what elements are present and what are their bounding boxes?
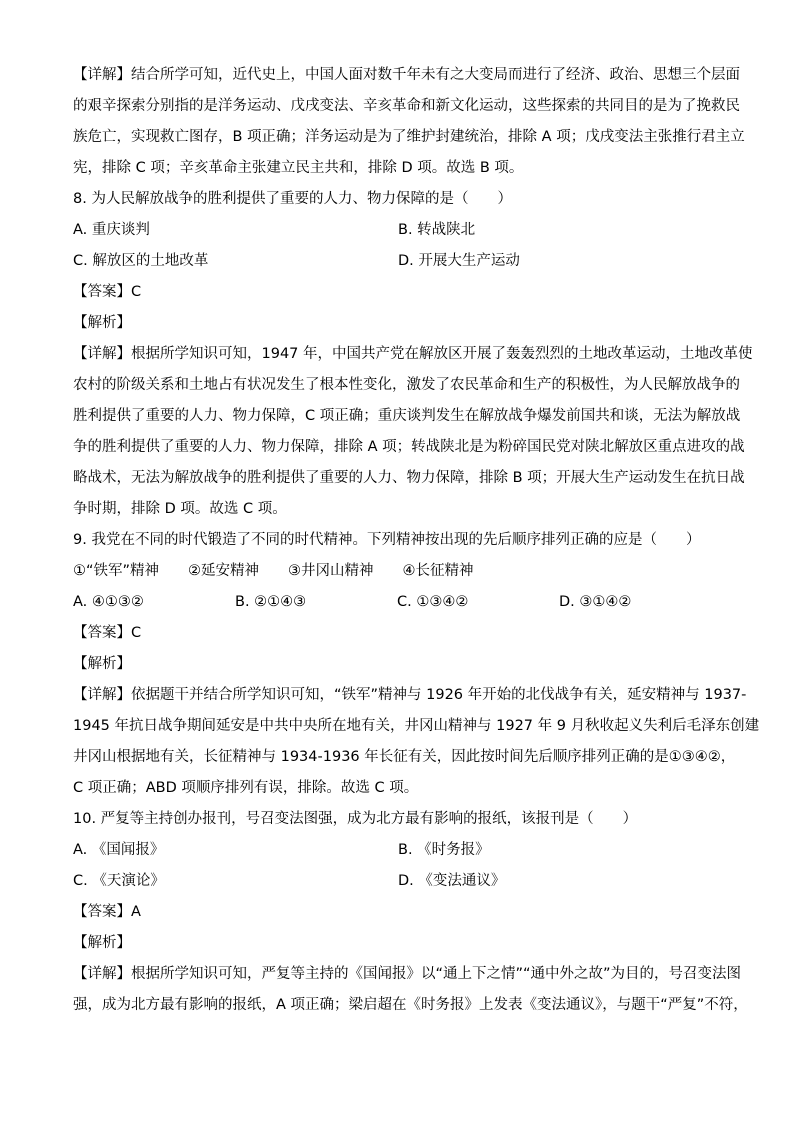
options-row (73, 215, 723, 246)
options-row (73, 866, 723, 897)
answer-label: 【答案】A (73, 904, 141, 920)
text-line: 【详解】依据题干并结合所学知识可知，“铁军”精神与 1926 年开始的北伐战争有关，延安精神与 1937- (73, 687, 747, 703)
intro-detail (73, 60, 745, 184)
document-page (73, 60, 760, 1021)
options-row (73, 835, 723, 866)
text-line: 井冈山根据地有关，长征精神与 1934-1936 年长征有关，因此按时间先后顺序排列正确的是①③④②， (73, 749, 736, 765)
answer-label: 【答案】C (73, 284, 142, 300)
text-line: 的艰辛探索分别指的是洋务运动、戊戌变法、辛亥革命和新文化运动，这些探索的共同目的是为了挽救民 (73, 98, 740, 114)
option-d: D. 《变法通议》 (398, 873, 506, 889)
text-line: 农村的阶级关系和土地占有状况发生了根本性变化，激发了农民革命和生产的积极性，为人民解放战争的 (73, 377, 740, 393)
option-a: A. ④①③② (73, 594, 144, 610)
question-stem: 9. 我党在不同的时代锻造了不同的时代精神。下列精神按出现的先后顺序排列正确的应是（ ） (73, 532, 701, 548)
question-stem: 10. 严复等主持创办报刊，号召变法图强，成为北方最有影响的报纸，该报刊是（ ） (73, 811, 638, 827)
question-items: ①“铁军”精神 ②延安精神 ③井冈山精神 ④长征精神 (73, 563, 474, 579)
question-10 (73, 804, 748, 1021)
text-line: 1945 年抗日战争期间延安是中共中央所在地有关，井冈山精神与 1927 年 9 月秋收起义失利后毛泽东创建 (73, 718, 760, 734)
question-9 (73, 525, 760, 804)
option-b: B. 《时务报》 (398, 842, 490, 858)
option-b: B. 转战陕北 (398, 222, 476, 238)
text-line: 【详解】根据所学知识可知，严复等主持的《国闻报》以“通上下之情”“通中外之故”为目的，号召变法图 (73, 966, 742, 982)
analysis-label: 【解析】 (73, 935, 131, 951)
text-line: 胜利提供了重要的人力、物力保障，C 项正确；重庆谈判发生在解放战争爆发前国共和谈，无法为解放战 (73, 408, 741, 424)
text-line: 宪，排除 C 项；辛亥革命主张建立民主共和，排除 D 项。故选 B 项。 (73, 160, 524, 176)
text-line: 争的胜利提供了重要的人力、物力保障，排除 A 项；转战陕北是为粉碎国民党对陕北解放区重点进攻的战 (73, 439, 745, 455)
option-c: C. 解放区的土地改革 (73, 253, 209, 269)
question-stem: 8. 为人民解放战争的胜利提供了重要的人力、物力保障的是（ ） (73, 191, 512, 207)
text-line: 族危亡，实现救亡图存，B 项正确；洋务运动是为了维护封建统治，排除 A 项；戊戌变法主张推行君主立 (73, 129, 745, 145)
text-line: 强，成为北方最有影响的报纸，A 项正确；梁启超在《时务报》上发表《变法通议》，与题干“严复”不符， (73, 997, 748, 1013)
text-line: 【详解】结合所学可知，近代史上，中国人面对数千年未有之大变局而进行了经济、政治、思想三个层面 (73, 67, 740, 83)
question-8 (73, 184, 753, 525)
options-row (73, 246, 723, 277)
option-c: C. 《天演论》 (73, 873, 165, 889)
text-line: 【详解】根据所学知识可知，1947 年，中国共产党在解放区开展了轰轰烈烈的土地改革运动，土地改革使 (73, 346, 753, 362)
option-d: D. 开展大生产运动 (398, 253, 520, 269)
options-row (73, 587, 723, 618)
option-a: A. 《国闻报》 (73, 842, 165, 858)
text-line: 略战术，无法为解放战争的胜利提供了重要的人力、物力保障，排除 B 项；开展大生产运动发生在抗日战 (73, 470, 745, 486)
text-line: 争时期，排除 D 项。故选 C 项。 (73, 501, 287, 517)
text-line: C 项正确；ABD 项顺序排列有误，排除。故选 C 项。 (73, 780, 419, 796)
option-c: C. ①③④② (397, 594, 469, 610)
option-a: A. 重庆谈判 (73, 222, 150, 238)
option-d: D. ③①④② (559, 594, 632, 610)
answer-label: 【答案】C (73, 625, 142, 641)
option-b: B. ②①④③ (235, 594, 307, 610)
analysis-label: 【解析】 (73, 315, 131, 331)
analysis-label: 【解析】 (73, 656, 131, 672)
